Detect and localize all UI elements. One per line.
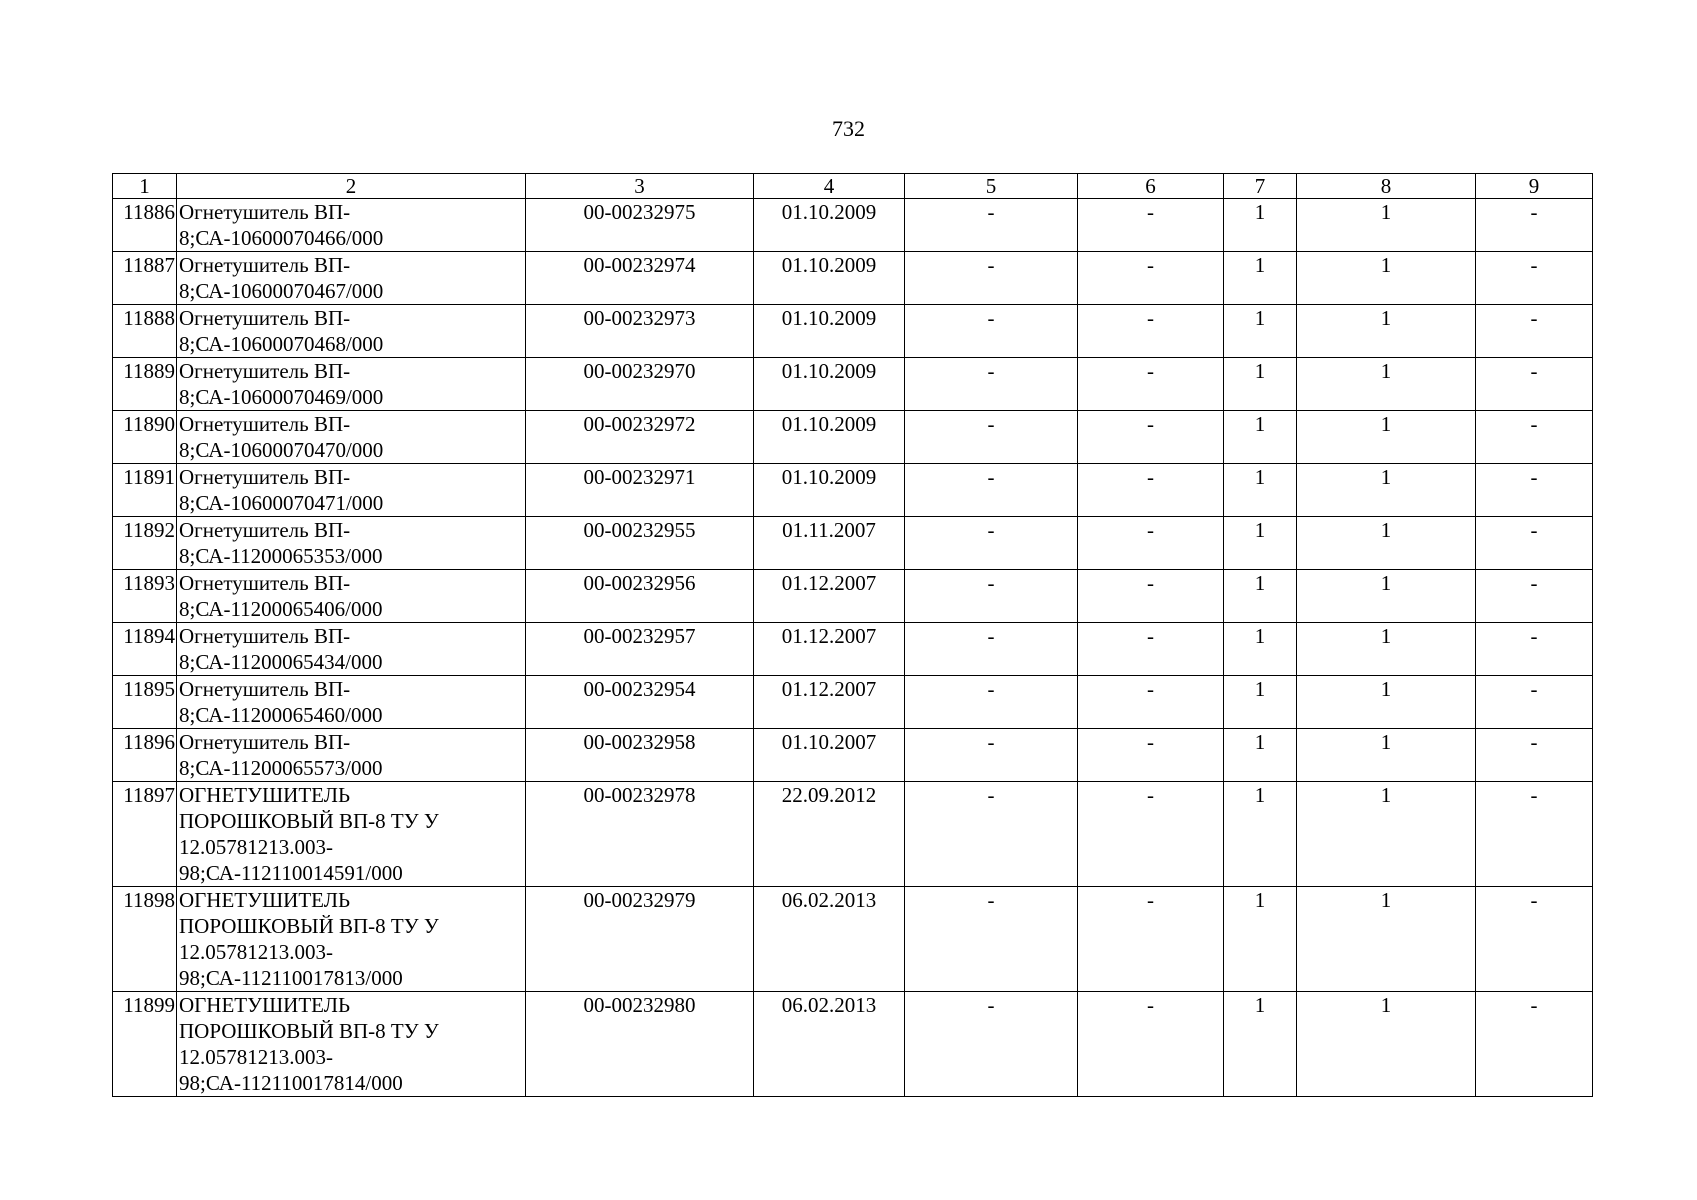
item-name-line: ОГНЕТУШИТЕЛЬ: [179, 993, 351, 1017]
item-name: [177, 464, 526, 517]
inventory-code: 00-00232955: [526, 517, 754, 570]
column-6-value: -: [1078, 676, 1224, 729]
column-8-value: 1: [1297, 782, 1476, 887]
column-6-value: -: [1078, 411, 1224, 464]
inventory-code: 00-00232975: [526, 199, 754, 252]
column-9-value: -: [1476, 464, 1593, 517]
column-6-value: -: [1078, 887, 1224, 992]
item-name-line: Огнетушитель ВП-: [179, 306, 351, 330]
item-name-line: 12.05781213.003-: [179, 940, 333, 964]
row-number: 11886: [113, 199, 177, 252]
item-name: [177, 358, 526, 411]
column-9-value: -: [1476, 729, 1593, 782]
table-row: [113, 992, 1593, 1097]
item-name-line: 8;СА-11200065353/000: [179, 544, 383, 568]
item-name-line: 12.05781213.003-: [179, 835, 333, 859]
item-name: [177, 729, 526, 782]
inventory-code: 00-00232954: [526, 676, 754, 729]
column-5-value: -: [905, 992, 1078, 1097]
column-7-value: 1: [1224, 411, 1297, 464]
item-name-line: 8;СА-11200065406/000: [179, 597, 383, 621]
table-row: [113, 570, 1593, 623]
table-body: [113, 199, 1593, 1097]
column-9-value: -: [1476, 305, 1593, 358]
item-name-line: 98;СА-112110014591/000: [179, 861, 403, 885]
item-name-line: ПОРОШКОВЫЙ ВП-8 ТУ У: [179, 1019, 439, 1043]
column-8-value: 1: [1297, 464, 1476, 517]
inventory-code: 00-00232973: [526, 305, 754, 358]
item-name-line: Огнетушитель ВП-: [179, 412, 351, 436]
table-row: [113, 729, 1593, 782]
commission-date: 06.02.2013: [754, 887, 905, 992]
item-name: [177, 887, 526, 992]
item-name-line: 8;СА-11200065434/000: [179, 650, 383, 674]
table-row: [113, 517, 1593, 570]
row-number: 11898: [113, 887, 177, 992]
commission-date: 06.02.2013: [754, 992, 905, 1097]
item-name-line: ПОРОШКОВЫЙ ВП-8 ТУ У: [179, 914, 439, 938]
inventory-code: 00-00232974: [526, 252, 754, 305]
table-row: [113, 887, 1593, 992]
row-number: 11889: [113, 358, 177, 411]
column-6-value: -: [1078, 305, 1224, 358]
column-5-value: -: [905, 464, 1078, 517]
column-6-value: -: [1078, 358, 1224, 411]
column-header-2: 2: [177, 174, 526, 199]
item-name: [177, 676, 526, 729]
column-9-value: -: [1476, 252, 1593, 305]
item-name: [177, 517, 526, 570]
item-name: [177, 305, 526, 358]
item-name-line: 98;СА-112110017813/000: [179, 966, 403, 990]
column-6-value: -: [1078, 517, 1224, 570]
commission-date: 22.09.2012: [754, 782, 905, 887]
inventory-code: 00-00232979: [526, 887, 754, 992]
column-header-3: 3: [526, 174, 754, 199]
item-name: [177, 199, 526, 252]
column-7-value: 1: [1224, 199, 1297, 252]
column-5-value: -: [905, 570, 1078, 623]
row-number: 11896: [113, 729, 177, 782]
inventory-code: 00-00232978: [526, 782, 754, 887]
item-name-line: Огнетушитель ВП-: [179, 518, 351, 542]
column-7-value: 1: [1224, 782, 1297, 887]
item-name-line: Огнетушитель ВП-: [179, 571, 351, 595]
commission-date: 01.12.2007: [754, 676, 905, 729]
column-9-value: -: [1476, 623, 1593, 676]
page-number: 732: [832, 116, 865, 141]
item-name-line: Огнетушитель ВП-: [179, 624, 351, 648]
inventory-code: 00-00232971: [526, 464, 754, 517]
item-name: [177, 782, 526, 887]
column-9-value: -: [1476, 570, 1593, 623]
inventory-code: 00-00232972: [526, 411, 754, 464]
commission-date: 01.10.2009: [754, 464, 905, 517]
inventory-code: 00-00232980: [526, 992, 754, 1097]
item-name: [177, 411, 526, 464]
item-name-line: ОГНЕТУШИТЕЛЬ: [179, 783, 351, 807]
item-name-line: ПОРОШКОВЫЙ ВП-8 ТУ У: [179, 809, 439, 833]
column-5-value: -: [905, 729, 1078, 782]
column-7-value: 1: [1224, 358, 1297, 411]
commission-date: 01.12.2007: [754, 623, 905, 676]
column-7-value: 1: [1224, 887, 1297, 992]
item-name-line: Огнетушитель ВП-: [179, 359, 351, 383]
column-8-value: 1: [1297, 676, 1476, 729]
item-name-line: Огнетушитель ВП-: [179, 677, 351, 701]
commission-date: 01.10.2007: [754, 729, 905, 782]
column-6-value: -: [1078, 992, 1224, 1097]
column-6-value: -: [1078, 464, 1224, 517]
column-header-6: 6: [1078, 174, 1224, 199]
commission-date: 01.10.2009: [754, 411, 905, 464]
commission-date: 01.10.2009: [754, 199, 905, 252]
column-9-value: -: [1476, 358, 1593, 411]
item-name-line: 98;СА-112110017814/000: [179, 1071, 403, 1095]
item-name-line: Огнетушитель ВП-: [179, 730, 351, 754]
column-8-value: 1: [1297, 887, 1476, 992]
column-header-8: 8: [1297, 174, 1476, 199]
item-name-line: 12.05781213.003-: [179, 1045, 333, 1069]
column-5-value: -: [905, 517, 1078, 570]
inventory-code: 00-00232958: [526, 729, 754, 782]
table-row: [113, 252, 1593, 305]
table-row: [113, 358, 1593, 411]
item-name-line: ОГНЕТУШИТЕЛЬ: [179, 888, 351, 912]
item-name: [177, 252, 526, 305]
item-name-line: Огнетушитель ВП-: [179, 465, 351, 489]
table-row: [113, 464, 1593, 517]
column-7-value: 1: [1224, 464, 1297, 517]
item-name-line: 8;СА-10600070470/000: [179, 438, 384, 462]
column-7-value: 1: [1224, 570, 1297, 623]
item-name-line: Огнетушитель ВП-: [179, 200, 351, 224]
column-5-value: -: [905, 199, 1078, 252]
column-6-value: -: [1078, 782, 1224, 887]
column-8-value: 1: [1297, 729, 1476, 782]
column-6-value: -: [1078, 623, 1224, 676]
column-9-value: -: [1476, 517, 1593, 570]
row-number: 11892: [113, 517, 177, 570]
column-6-value: -: [1078, 570, 1224, 623]
column-8-value: 1: [1297, 411, 1476, 464]
row-number: 11890: [113, 411, 177, 464]
column-5-value: -: [905, 623, 1078, 676]
column-7-value: 1: [1224, 252, 1297, 305]
column-5-value: -: [905, 252, 1078, 305]
column-5-value: -: [905, 305, 1078, 358]
table-row: [113, 199, 1593, 252]
inventory-code: 00-00232956: [526, 570, 754, 623]
table-row: [113, 305, 1593, 358]
column-6-value: -: [1078, 252, 1224, 305]
column-number-row: [113, 174, 1593, 199]
item-name-line: 8;СА-10600070468/000: [179, 332, 384, 356]
row-number: 11897: [113, 782, 177, 887]
inventory-code: 00-00232970: [526, 358, 754, 411]
column-5-value: -: [905, 887, 1078, 992]
column-8-value: 1: [1297, 199, 1476, 252]
column-9-value: -: [1476, 782, 1593, 887]
row-number: 11899: [113, 992, 177, 1097]
row-number: 11887: [113, 252, 177, 305]
column-7-value: 1: [1224, 517, 1297, 570]
column-header-1: 1: [113, 174, 177, 199]
column-header-7: 7: [1224, 174, 1297, 199]
table-row: [113, 623, 1593, 676]
column-7-value: 1: [1224, 623, 1297, 676]
item-name-line: 8;СА-10600070466/000: [179, 226, 384, 250]
row-number: 11895: [113, 676, 177, 729]
column-8-value: 1: [1297, 623, 1476, 676]
column-header-9: 9: [1476, 174, 1593, 199]
commission-date: 01.10.2009: [754, 305, 905, 358]
column-8-value: 1: [1297, 305, 1476, 358]
table-row: [113, 782, 1593, 887]
column-8-value: 1: [1297, 517, 1476, 570]
table-row: [113, 676, 1593, 729]
column-7-value: 1: [1224, 305, 1297, 358]
item-name-line: 8;СА-10600070467/000: [179, 279, 384, 303]
column-6-value: -: [1078, 199, 1224, 252]
column-9-value: -: [1476, 887, 1593, 992]
column-6-value: -: [1078, 729, 1224, 782]
column-7-value: 1: [1224, 992, 1297, 1097]
inventory-table: [112, 173, 1593, 1097]
column-9-value: -: [1476, 199, 1593, 252]
commission-date: 01.12.2007: [754, 570, 905, 623]
table-row: [113, 411, 1593, 464]
column-8-value: 1: [1297, 570, 1476, 623]
item-name-line: 8;СА-10600070471/000: [179, 491, 384, 515]
row-number: 11893: [113, 570, 177, 623]
column-8-value: 1: [1297, 992, 1476, 1097]
column-7-value: 1: [1224, 676, 1297, 729]
item-name: [177, 570, 526, 623]
item-name-line: 8;СА-11200065460/000: [179, 703, 383, 727]
inventory-code: 00-00232957: [526, 623, 754, 676]
item-name-line: 8;СА-11200065573/000: [179, 756, 383, 780]
row-number: 11894: [113, 623, 177, 676]
column-header-4: 4: [754, 174, 905, 199]
item-name-line: Огнетушитель ВП-: [179, 253, 351, 277]
commission-date: 01.10.2009: [754, 252, 905, 305]
column-9-value: -: [1476, 676, 1593, 729]
column-8-value: 1: [1297, 252, 1476, 305]
item-name-line: 8;СА-10600070469/000: [179, 385, 384, 409]
row-number: 11888: [113, 305, 177, 358]
column-5-value: -: [905, 676, 1078, 729]
row-number: 11891: [113, 464, 177, 517]
column-5-value: -: [905, 782, 1078, 887]
item-name: [177, 992, 526, 1097]
column-5-value: -: [905, 358, 1078, 411]
column-8-value: 1: [1297, 358, 1476, 411]
column-9-value: -: [1476, 992, 1593, 1097]
commission-date: 01.10.2009: [754, 358, 905, 411]
column-9-value: -: [1476, 411, 1593, 464]
column-header-5: 5: [905, 174, 1078, 199]
item-name: [177, 623, 526, 676]
column-5-value: -: [905, 411, 1078, 464]
commission-date: 01.11.2007: [754, 517, 905, 570]
column-7-value: 1: [1224, 729, 1297, 782]
